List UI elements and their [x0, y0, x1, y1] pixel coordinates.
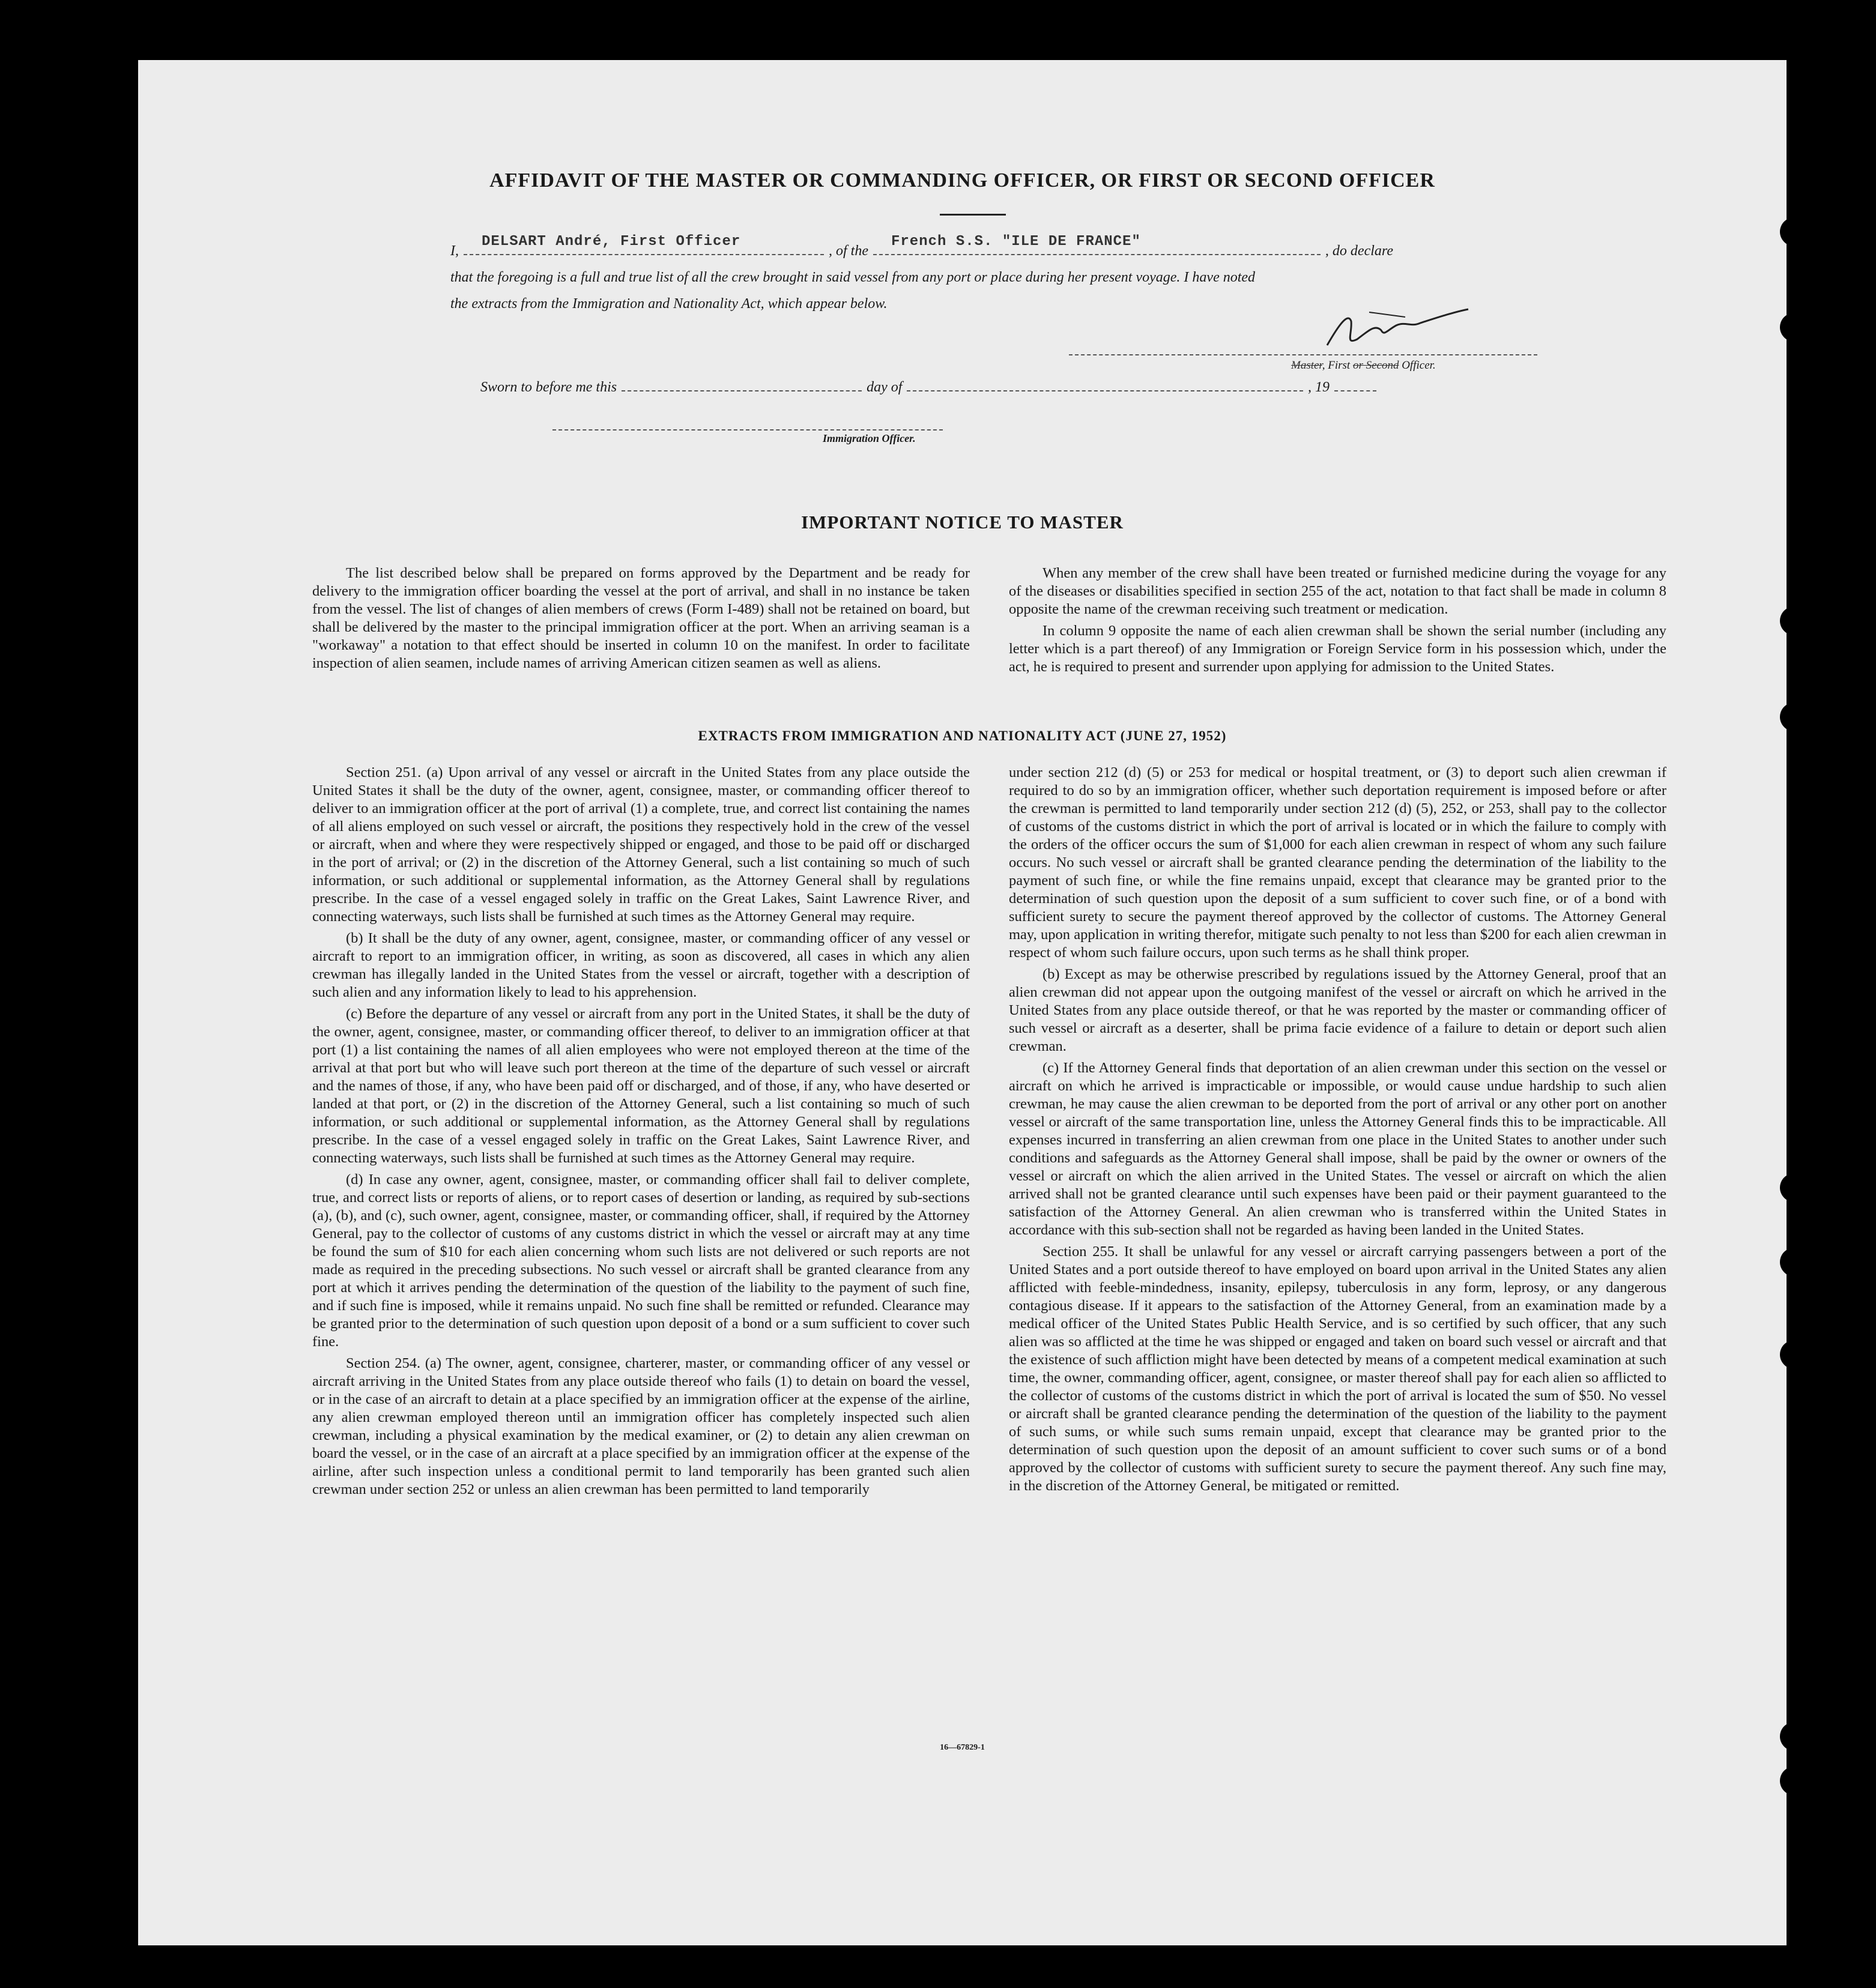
notice-paragraph: When any member of the crew shall have been treated or furnished medicine during the voyage for any of the diseases or disabilities specified in section 255 of the act, notation to that fact shall be made in column 8 opposite the name of the crewman receiving such treatment or medication. — [1009, 565, 1666, 617]
section-paragraph: Section 255. It shall be unlawful for any vessel or aircraft carrying passengers between a port of the United States and a port outside thereof to have employed on board upon arrival in the United States any alien afflicted with feeble-mindedness, insanity, epilepsy, tuberculosis in any form, leprosy, or any dangerous contagious disease. If it appears to the satisfaction of the Attorney General, from an examination made by a medical officer of the United States Public Health Service, and is so certified by such officer, that any such alien was so afflicted at the time he was shipped or engaged and taken on board such vessel or aircraft and that the existence of such affliction might have been detected by means of a competent medical examination at such time, the owner, commanding officer, agent, consignee, or master thereof shall pay for each alien so afflicted to the collector of customs of the customs district in which the port of arrival is located the sum of $50. No vessel or aircraft shall be granted clearance pending the determination of the question of the liability to the payment of such sums, or while such sums remain unpaid, except that clearance may be granted prior to the determination of such question upon the deposit of an amount sufficient to cover such sums or of a bond approved by the collector of customs with sufficient surety to secure the payment thereof. Any such fine may, in the discretion of the Attorney General, be mitigated or remitted. — [1009, 1243, 1666, 1494]
struck-master: Master — [1291, 359, 1322, 372]
binder-hole — [1780, 1173, 1809, 1202]
section-paragraph: (c) Before the departure of any vessel or aircraft from any port in the United States, it shall be the duty of the owner, agent, consignee, master, or commanding officer thereof, to deliver to an immigration officer at that port (1) a list containing the names of all alien employees who were not employed thereon at the time of the arrival at that port but who will leave such port thereon at the time of the departure of such vessel or aircraft and the names of those, if any, who have been paid off or discharged, and of those, if any, who have deserted or landed at that port, or (2) in the discretion of the Attorney General, such a list containing so much of such information, or such additional or supplemental information, as the Attorney General shall by regulations prescribe. In the case of a vessel engaged solely in traffic on the Great Lakes, Saint Lawrence River, and connecting waterways, such lists shall be furnished at such times as the Attorney General may require. — [312, 1006, 970, 1166]
immigration-officer-label: Immigration Officer. — [823, 432, 916, 444]
sig-first: , First — [1322, 359, 1353, 372]
immigration-officer-line — [552, 429, 943, 431]
binder-hole — [1780, 1722, 1809, 1751]
sig-officer: Officer. — [1399, 359, 1436, 372]
binder-hole — [1780, 606, 1809, 635]
section-paragraph: (d) In case any owner, agent, consignee, master, or commanding officer shall fail to deliver complete, true, and correct lists or reports of aliens, or to report cases of desertion or landing, as required by sub-sections (a), (b), and (c), such owner, agent, consignee, master, or commanding officer, shall, if required by the Attorney General, pay to the collector of customs of any customs district in which the vessel or aircraft may at any time be found the sum of $10 for each alien concerning whom such lists are not delivered or such reports are not made as required in the preceding subsections. No such vessel or aircraft shall be granted clearance from any port at which it arrives pending the determination of the question of the liability to the payment of such fine, and if such fine is imposed, while it remains unpaid. No such fine shall be remitted or refunded. Clearance may be granted prior to the determination of such question upon deposit of a bond or a sum sufficient to cover such fine. — [312, 1171, 970, 1350]
title-rule — [940, 214, 1006, 216]
binder-hole — [1780, 313, 1809, 342]
section-paragraph: (b) It shall be the duty of any owner, agent, consignee, master, or commanding officer of any vessel or aircraft to report to an immigration officer, in writing, as soon as discovered, all cases in which any alien crewman has illegally landed in the United States from the vessel or aircraft, together with a description of such alien and any information likely to lead to his apprehension. — [312, 930, 970, 1000]
extracts-title: EXTRACTS FROM IMMIGRATION AND NATIONALITY ACT (JUNE 27, 1952) — [698, 728, 1227, 743]
declaration-of-the: , of the — [829, 243, 868, 259]
sworn-month-field[interactable] — [907, 377, 1303, 391]
declaration — [450, 234, 1393, 317]
extracts-right-column — [1009, 764, 1666, 1499]
declaration-i: I, — [450, 243, 459, 259]
document-page — [138, 60, 1787, 1945]
declaration-do-declare: , do declare — [1325, 243, 1393, 259]
affidavit-title: AFFIDAVIT OF THE MASTER OR COMMANDING OFFICER, OR FIRST OR SECOND OFFICER — [489, 169, 1435, 192]
sworn-year: , 19 — [1308, 379, 1330, 395]
struck-second: or Second — [1352, 359, 1399, 372]
notice-paragraph: The list described below shall be prepared on forms approved by the Department and be ready for delivery to the immigration officer boarding the vessel at the port of arrival, and shall in no instance be taken from the vessel. The list of changes of alien members of crews (Form I-489) shall not be retained on board, but shall be delivered by the master to the principal immigration officer at the port. When an arriving seaman is a "workaway" a notation to that effect should be inserted in column 10 on the manifest. In order to facilitate inspection of alien seamen, include names of arriving American citizen seamen as well as aliens. — [312, 565, 970, 671]
sworn-line — [480, 377, 1381, 396]
section-paragraph: Section 254. (a) The owner, agent, consignee, charterer, master, or commanding officer of any vessel or aircraft arriving in the United States from any place outside thereof who fails (1) to detain on board the vessel, or in the case of an aircraft to detain at a place specified by an immigration officer at the expense of the airline, any alien crewman employed thereon until an immigration officer has completely inspected such alien crewman, including a physical examination by the medical examiner, or (2) to detain any alien crewman on board the vessel, or in the case of an aircraft at a place specified by an immigration officer at the expense of the airline, after such inspection unless a conditional permit to land temporarily has been granted such alien crewman under section 252 or unless an alien crewman has been permitted to land temporarily — [312, 1355, 970, 1497]
sworn-day-of: day of — [867, 379, 903, 395]
signature-label — [1291, 359, 1436, 372]
sworn-year-field[interactable] — [1334, 377, 1376, 391]
section-paragraph: Section 251. (a) Upon arrival of any vessel or aircraft in the United States from any place outside the United States it shall be the duty of the owner, agent, consignee, master, or commanding officer thereof to deliver to an immigration officer at the port of arrival (1) a complete, true, and correct list containing the names of all aliens employed on such vessel or aircraft, the positions they respectively hold in the crew of the vessel or aircraft, when and where they were respectively shipped or engaged, and those to be paid off or discharged in the port of arrival; or (2) in the discretion of the Attorney General, such a list containing so much of such information, or such additional or supplemental information, as the Attorney General shall by regulations prescribe. In the case of a vessel engaged solely in traffic on the Great Lakes, Saint Lawrence River, and connecting waterways, such lists shall be furnished at such times as the Attorney General may require. — [312, 764, 970, 925]
sworn-day-field[interactable] — [622, 377, 862, 391]
officer-name-field[interactable] — [464, 234, 824, 255]
vessel-name: French S.S. "ILE DE FRANCE" — [891, 234, 1141, 250]
binder-hole — [1780, 217, 1809, 246]
signature-line — [1069, 354, 1537, 355]
sworn-prefix: Sworn to before me this — [480, 379, 617, 395]
notice-paragraph: In column 9 opposite the name of each alien crewman shall be shown the serial number (including any letter which is a part thereof) of any Immigration or Foreign Service form in his possession which, under the act, he is required to present and surrender upon applying for admission to the United States. — [1009, 623, 1666, 675]
notice-right-column — [1009, 564, 1666, 680]
binder-hole — [1780, 1340, 1809, 1369]
form-number: 16—67829-1 — [940, 1743, 985, 1752]
officer-name: DELSART André, First Officer — [482, 234, 741, 250]
extracts-left-column — [312, 764, 970, 1502]
section-paragraph: (c) If the Attorney General finds that deportation of an alien crewman under this section on the vessel or aircraft on which he arrived is impracticable or impossible, or would cause undue hardship to such alien crewman, he may cause the alien crewman to be deported from the port of arrival or any other port on another vessel or aircraft of the same transportation line, unless the Attorney General finds this to be impracticable. All expenses incurred in transferring an alien crewman from one place in the United States to another under such conditions and safeguards as the Attorney General shall impose, shall be paid by the owner or owners of the vessel or aircraft on which the alien arrived in the United States. The vessel or aircraft on which the alien arrived shall not be granted clearance until such expenses have been paid or their payment guaranteed to the satisfaction of the Attorney General. An alien crewman who is transferred within the United States in accordance with this sub-section shall not be regarded as having been landed in the United States. — [1009, 1060, 1666, 1238]
officer-signature — [1315, 288, 1471, 360]
section-paragraph: (b) Except as may be otherwise prescribed by regulations issued by the Attorney General, proof that an alien crewman did not appear upon the outgoing manifest of the vessel or aircraft on which he arrived in the United States from any place outside thereof, or that he was reported by the master or commanding officer of such vessel or aircraft as a deserter, shall be prima facie evidence of a failure to detain or deport such alien crewman. — [1009, 966, 1666, 1054]
section-paragraph: under section 212 (d) (5) or 253 for medical or hospital treatment, or (3) to deport such alien crewman if required to do so by an immigration officer, whether such deportation requirement is imposed before or after the crewman is permitted to land temporarily under section 212 (d) (5), 252, or 253, shall pay to the collector of customs of the customs district in which the port of arrival is located or in which the failure to comply with the orders of the officer occurs the sum of $1,000 for each alien crewman in respect of whom any such failure occurs. No such vessel or aircraft shall be granted clearance pending the determination of the liability to the payment of such fine, or while the fine remains unpaid, except that clearance may be granted prior to the determination of such question upon the deposit of a sum sufficient to cover such fine, or of a bond with sufficient surety to secure the payment thereof approved by the collector of customs. The Attorney General may, upon application in writing therefor, mitigate such penalty to not less than $200 for each alien crewman in respect of whom such failure occurs, upon such terms as he shall think proper. — [1009, 764, 1666, 961]
notice-left-column — [312, 564, 970, 676]
vessel-field[interactable] — [873, 234, 1321, 255]
declaration-line-3: the extracts from the Immigration and Nationality Act, which appear below. — [450, 296, 888, 312]
declaration-line-2: that the foregoing is a full and true list of all the crew brought in said vessel from any port or place during her present voyage. I have noted — [450, 270, 1256, 285]
notice-title: IMPORTANT NOTICE TO MASTER — [801, 512, 1124, 533]
binder-hole — [1780, 1766, 1809, 1795]
binder-hole — [1780, 1248, 1809, 1276]
declaration-line-1 — [450, 234, 1393, 264]
binder-hole — [1780, 702, 1809, 731]
